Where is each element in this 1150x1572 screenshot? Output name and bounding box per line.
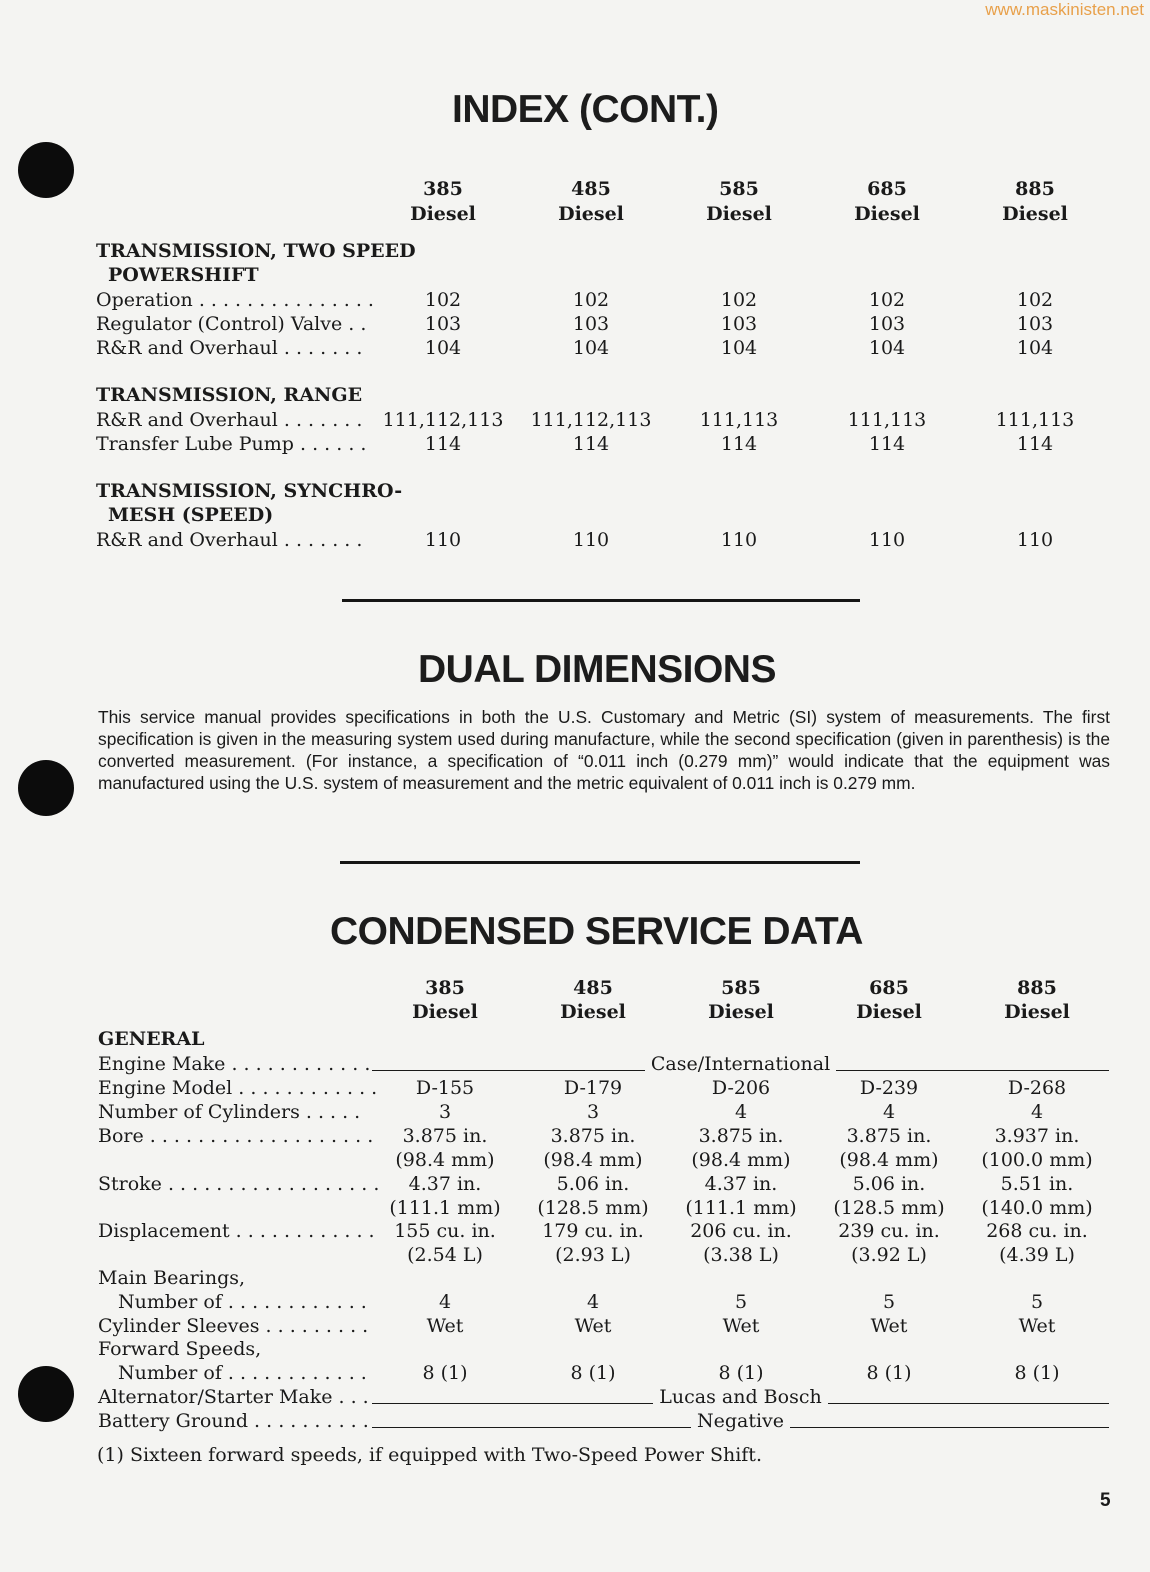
rule-line xyxy=(372,1427,691,1428)
displacement-value: 268 cu. in. xyxy=(986,1220,1088,1242)
displacement-metric: (3.92 L) xyxy=(851,1244,927,1266)
battery-ground-value: Negative xyxy=(696,1410,785,1432)
engine-model-label: Engine Model . . . . . . . . . . . . xyxy=(98,1077,378,1099)
sleeves-value: Wet xyxy=(722,1315,760,1337)
watermark: www.maskinisten.net xyxy=(985,0,1144,19)
page-ref: 111,113 xyxy=(699,409,779,431)
stroke-metric: (128.5 mm) xyxy=(833,1197,945,1219)
sleeves-value: Wet xyxy=(870,1315,908,1337)
column-type: Diesel xyxy=(706,203,772,225)
page-ref: 110 xyxy=(572,529,610,551)
row-label: Regulator (Control) Valve . . xyxy=(96,313,367,335)
bore-metric: (98.4 mm) xyxy=(543,1149,643,1171)
forward-speeds-value: 8 (1) xyxy=(570,1362,616,1384)
main-bearings-label: Main Bearings, xyxy=(98,1267,246,1289)
column-type: Diesel xyxy=(1004,1001,1070,1023)
cylinders-value: 3 xyxy=(586,1101,600,1123)
stroke-value: 4.37 in. xyxy=(408,1173,482,1195)
section-heading: MESH (SPEED) xyxy=(108,504,274,526)
rule-line xyxy=(828,1403,1109,1404)
alternator-make-label: Alternator/Starter Make . . . xyxy=(98,1386,369,1408)
column-type: Diesel xyxy=(708,1001,774,1023)
row-label: Transfer Lube Pump . . . . . . xyxy=(96,433,367,455)
page-ref: 104 xyxy=(572,337,610,359)
section-heading: TRANSMISSION, RANGE xyxy=(96,384,363,406)
sleeves-value: Wet xyxy=(1018,1315,1056,1337)
displacement-value: 206 cu. in. xyxy=(690,1220,792,1242)
stroke-value: 4.37 in. xyxy=(704,1173,778,1195)
page-ref: 102 xyxy=(424,289,462,311)
cylinders-value: 4 xyxy=(882,1101,896,1123)
stroke-label: Stroke . . . . . . . . . . . . . . . . . . xyxy=(98,1173,380,1195)
page-ref: 102 xyxy=(1016,289,1054,311)
rule-line xyxy=(790,1427,1109,1428)
forward-speeds-value: 8 (1) xyxy=(866,1362,912,1384)
displacement-value: 155 cu. in. xyxy=(394,1220,496,1242)
page-ref: 103 xyxy=(868,313,906,335)
page-ref: 110 xyxy=(1016,529,1054,551)
cylinders-value: 4 xyxy=(1030,1101,1044,1123)
stroke-metric: (128.5 mm) xyxy=(537,1197,649,1219)
main-bearings-value: 4 xyxy=(586,1291,600,1313)
section-heading: TRANSMISSION, SYNCHRO- xyxy=(96,480,403,502)
engine-model-value: D-268 xyxy=(1007,1077,1067,1099)
displacement-value: 239 cu. in. xyxy=(838,1220,940,1242)
stroke-value: 5.51 in. xyxy=(1000,1173,1074,1195)
bore-metric: (98.4 mm) xyxy=(395,1149,495,1171)
sleeves-label: Cylinder Sleeves . . . . . . . . . xyxy=(98,1315,369,1337)
page-ref: 110 xyxy=(424,529,462,551)
page-ref: 104 xyxy=(424,337,462,359)
footnote: (1) Sixteen forward speeds, if equipped with Two-Speed Power Shift. xyxy=(97,1444,762,1466)
index-title: INDEX (CONT.) xyxy=(452,88,719,131)
column-model: 685 xyxy=(869,977,909,999)
divider xyxy=(340,861,860,864)
service-data-title: CONDENSED SERVICE DATA xyxy=(330,910,863,953)
cylinders-label: Number of Cylinders . . . . . xyxy=(98,1101,361,1123)
column-model: 885 xyxy=(1015,178,1055,200)
bore-metric: (98.4 mm) xyxy=(839,1149,939,1171)
page-ref: 102 xyxy=(720,289,758,311)
bore-value: 3.875 in. xyxy=(698,1125,784,1147)
engine-model-value: D-239 xyxy=(859,1077,919,1099)
column-type: Diesel xyxy=(410,203,476,225)
stroke-metric: (111.1 mm) xyxy=(389,1197,501,1219)
rule-line xyxy=(836,1070,1109,1071)
page-ref: 111,113 xyxy=(995,409,1075,431)
page-number: 5 xyxy=(1100,1490,1111,1511)
main-bearings-value: 5 xyxy=(734,1291,748,1313)
page-ref: 114 xyxy=(424,433,462,455)
engine-make-value: Case/International xyxy=(650,1053,831,1075)
page-ref: 114 xyxy=(868,433,906,455)
section-heading: GENERAL xyxy=(98,1028,205,1050)
page-ref: 111,112,113 xyxy=(530,409,652,431)
binder-hole xyxy=(18,760,74,816)
page-ref: 110 xyxy=(720,529,758,551)
page-ref: 111,112,113 xyxy=(382,409,504,431)
engine-model-value: D-179 xyxy=(563,1077,623,1099)
page-ref: 103 xyxy=(720,313,758,335)
page-ref: 103 xyxy=(424,313,462,335)
column-type: Diesel xyxy=(854,203,920,225)
bore-value: 3.875 in. xyxy=(550,1125,636,1147)
page-ref: 114 xyxy=(572,433,610,455)
displacement-metric: (2.93 L) xyxy=(555,1244,631,1266)
page-ref: 111,113 xyxy=(847,409,927,431)
engine-make-label: Engine Make . . . . . . . . . . . . xyxy=(98,1053,371,1075)
engine-model-value: D-155 xyxy=(415,1077,475,1099)
alternator-make-span xyxy=(372,1385,1109,1409)
divider xyxy=(342,599,860,602)
forward-speeds-label: Forward Speeds, xyxy=(98,1338,262,1360)
forward-speeds-value: 8 (1) xyxy=(422,1362,468,1384)
cylinders-value: 3 xyxy=(438,1101,452,1123)
column-type: Diesel xyxy=(558,203,624,225)
section-heading: TRANSMISSION, TWO SPEED xyxy=(96,240,416,262)
column-model: 385 xyxy=(425,977,465,999)
column-model: 685 xyxy=(867,178,907,200)
column-model: 485 xyxy=(573,977,613,999)
page-ref: 114 xyxy=(720,433,758,455)
column-model: 885 xyxy=(1017,977,1057,999)
page-ref: 103 xyxy=(572,313,610,335)
row-label: Operation . . . . . . . . . . . . . . . xyxy=(96,289,374,311)
row-label: R&R and Overhaul . . . . . . . xyxy=(96,409,363,431)
column-model: 485 xyxy=(571,178,611,200)
bore-value: 3.937 in. xyxy=(994,1125,1080,1147)
forward-speeds-value: 8 (1) xyxy=(1014,1362,1060,1384)
page-ref: 104 xyxy=(868,337,906,359)
main-bearings-value: 5 xyxy=(882,1291,896,1313)
main-bearings-value: 4 xyxy=(438,1291,452,1313)
page-ref: 114 xyxy=(1016,433,1054,455)
main-bearings-sublabel: Number of . . . . . . . . . . . . xyxy=(118,1291,367,1313)
bore-value: 3.875 in. xyxy=(846,1125,932,1147)
forward-speeds-value: 8 (1) xyxy=(718,1362,764,1384)
rule-line xyxy=(372,1070,645,1071)
stroke-metric: (140.0 mm) xyxy=(981,1197,1093,1219)
binder-hole xyxy=(18,1366,74,1422)
bore-label: Bore . . . . . . . . . . . . . . . . . . . xyxy=(98,1125,374,1147)
column-type: Diesel xyxy=(560,1001,626,1023)
page-ref: 104 xyxy=(1016,337,1054,359)
displacement-metric: (3.38 L) xyxy=(703,1244,779,1266)
row-label: R&R and Overhaul . . . . . . . xyxy=(96,337,363,359)
battery-ground-span xyxy=(372,1409,1109,1433)
cylinders-value: 4 xyxy=(734,1101,748,1123)
section-heading: POWERSHIFT xyxy=(108,264,259,286)
bore-value: 3.875 in. xyxy=(402,1125,488,1147)
page-ref: 104 xyxy=(720,337,758,359)
displacement-value: 179 cu. in. xyxy=(542,1220,644,1242)
engine-make-span xyxy=(372,1052,1109,1076)
dual-dimensions-text: This service manual provides specifications in both the U.S. Customary and Metric (SI) system of measurements. The first specification is given in the measuring system used during manufacture, while the second specification (given in parenthesis) is the converted measurement. (For instance, a specification of “0.011 inch (0.279 mm)” would indicate that the equipment was manufactured using the U.S. system of measurement and the metric equivalent of 0.011 inch is 0.279 mm. xyxy=(98,707,1110,793)
bore-metric: (98.4 mm) xyxy=(691,1149,791,1171)
stroke-metric: (111.1 mm) xyxy=(685,1197,797,1219)
sleeves-value: Wet xyxy=(426,1315,464,1337)
column-model: 385 xyxy=(423,178,463,200)
dual-dimensions-title: DUAL DIMENSIONS xyxy=(418,648,776,691)
page-ref: 103 xyxy=(1016,313,1054,335)
battery-ground-label: Battery Ground . . . . . . . . . . xyxy=(98,1410,369,1432)
column-type: Diesel xyxy=(1002,203,1068,225)
displacement-metric: (4.39 L) xyxy=(999,1244,1075,1266)
displacement-metric: (2.54 L) xyxy=(407,1244,483,1266)
binder-hole xyxy=(18,142,74,198)
alternator-make-value: Lucas and Bosch xyxy=(659,1386,822,1408)
bore-metric: (100.0 mm) xyxy=(981,1149,1093,1171)
page-ref: 110 xyxy=(868,529,906,551)
stroke-value: 5.06 in. xyxy=(852,1173,926,1195)
column-model: 585 xyxy=(719,178,759,200)
page-ref: 102 xyxy=(868,289,906,311)
stroke-value: 5.06 in. xyxy=(556,1173,630,1195)
sleeves-value: Wet xyxy=(574,1315,612,1337)
row-label: R&R and Overhaul . . . . . . . xyxy=(96,529,363,551)
displacement-label: Displacement . . . . . . . . . . . . xyxy=(98,1220,375,1242)
column-model: 585 xyxy=(721,977,761,999)
page-ref: 102 xyxy=(572,289,610,311)
engine-model-value: D-206 xyxy=(711,1077,771,1099)
main-bearings-value: 5 xyxy=(1030,1291,1044,1313)
column-type: Diesel xyxy=(856,1001,922,1023)
column-type: Diesel xyxy=(412,1001,478,1023)
forward-speeds-sublabel: Number of . . . . . . . . . . . . xyxy=(118,1362,367,1384)
rule-line xyxy=(372,1403,653,1404)
